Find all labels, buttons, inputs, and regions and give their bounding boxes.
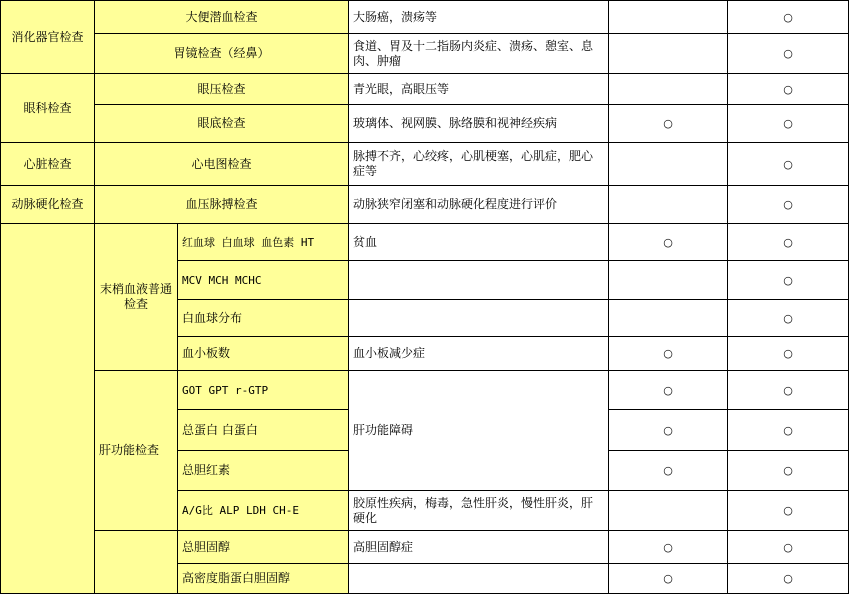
table-row <box>1 74 849 105</box>
mark-b-cell: ○ <box>728 143 849 186</box>
mark-a-cell: ○ <box>609 337 728 371</box>
category-cell: 眼科检查 <box>1 74 95 143</box>
item-cell: 心电图检查 <box>95 143 349 186</box>
disease-cell: 大肠癌，溃疡等 <box>349 1 609 34</box>
item-cell: GOT GPT r-GTP <box>178 371 349 410</box>
disease-cell: 动脉狭窄闭塞和动脉硬化程度进行评价 <box>349 186 609 224</box>
mark-a-cell: ○ <box>609 224 728 261</box>
subcategory-cell: 末梢血液普通检查 <box>95 224 178 371</box>
table-row <box>1 1 849 34</box>
disease-cell: 高胆固醇症 <box>349 531 609 564</box>
item-cell: 高密度脂蛋白胆固醇 <box>178 564 349 594</box>
mark-b-cell: ○ <box>728 410 849 451</box>
item-cell: 血小板数 <box>178 337 349 371</box>
mark-a-cell <box>609 34 728 74</box>
item-cell: 白血球分布 <box>178 300 349 337</box>
item-cell: 胃镜检查（经鼻） <box>95 34 349 74</box>
mark-b-cell: ○ <box>728 261 849 300</box>
mark-b-cell: ○ <box>728 337 849 371</box>
mark-a-cell <box>609 143 728 186</box>
item-cell: 总胆固醇 <box>178 531 349 564</box>
disease-cell <box>349 261 609 300</box>
mark-a-cell: ○ <box>609 371 728 410</box>
mark-a-cell: ○ <box>609 410 728 451</box>
item-cell: 血压脉搏检查 <box>95 186 349 224</box>
disease-cell <box>349 300 609 337</box>
mark-a-cell <box>609 74 728 105</box>
disease-cell <box>349 564 609 594</box>
item-cell: 眼底检查 <box>95 105 349 143</box>
table-row <box>1 224 849 261</box>
mark-b-cell: ○ <box>728 491 849 531</box>
table-row <box>1 143 849 186</box>
mark-a-cell <box>609 300 728 337</box>
mark-a-cell <box>609 186 728 224</box>
item-cell: 眼压检查 <box>95 74 349 105</box>
item-cell: 总蛋白 白蛋白 <box>178 410 349 451</box>
mark-a-cell <box>609 261 728 300</box>
table-row <box>1 531 849 564</box>
mark-a-cell <box>609 1 728 34</box>
subcategory-cell-blank <box>95 531 178 594</box>
mark-a-cell <box>609 491 728 531</box>
category-cell: 动脉硬化检查 <box>1 186 95 224</box>
item-cell: 大便潜血检查 <box>95 1 349 34</box>
mark-b-cell: ○ <box>728 74 849 105</box>
disease-cell: 食道、胃及十二指肠内炎症、溃疡、憩室、息肉、肿瘤 <box>349 34 609 74</box>
table-row <box>1 105 849 143</box>
mark-b-cell: ○ <box>728 1 849 34</box>
mark-b-cell: ○ <box>728 300 849 337</box>
table-row <box>1 371 849 410</box>
disease-cell: 青光眼，高眼压等 <box>349 74 609 105</box>
mark-b-cell: ○ <box>728 34 849 74</box>
mark-b-cell: ○ <box>728 564 849 594</box>
table-row <box>1 186 849 224</box>
category-cell: 心脏检查 <box>1 143 95 186</box>
disease-cell: 肝功能障碍 <box>349 371 609 491</box>
mark-b-cell: ○ <box>728 371 849 410</box>
disease-cell: 血小板减少症 <box>349 337 609 371</box>
mark-a-cell: ○ <box>609 564 728 594</box>
mark-b-cell: ○ <box>728 531 849 564</box>
item-cell: MCV MCH MCHC <box>178 261 349 300</box>
category-cell-blank <box>1 224 95 594</box>
mark-b-cell: ○ <box>728 451 849 491</box>
table-row <box>1 34 849 74</box>
disease-cell: 脉搏不齐，心绞疼，心肌梗塞，心肌症，肥心症等 <box>349 143 609 186</box>
disease-cell: 胶原性疾病，梅毒，急性肝炎，慢性肝炎，肝硬化 <box>349 491 609 531</box>
mark-a-cell: ○ <box>609 105 728 143</box>
disease-cell: 贫血 <box>349 224 609 261</box>
subcategory-cell: 肝功能检查 <box>95 371 178 531</box>
item-cell: A/G比 ALP LDH CH-E <box>178 491 349 531</box>
mark-a-cell: ○ <box>609 531 728 564</box>
mark-b-cell: ○ <box>728 105 849 143</box>
disease-cell: 玻璃体、视网膜、脉络膜和视神经疾病 <box>349 105 609 143</box>
mark-a-cell: ○ <box>609 451 728 491</box>
category-cell: 消化器官检查 <box>1 1 95 74</box>
mark-b-cell: ○ <box>728 224 849 261</box>
mark-b-cell: ○ <box>728 186 849 224</box>
item-cell: 红血球 白血球 血色素 HT <box>178 224 349 261</box>
item-cell: 总胆红素 <box>178 451 349 491</box>
